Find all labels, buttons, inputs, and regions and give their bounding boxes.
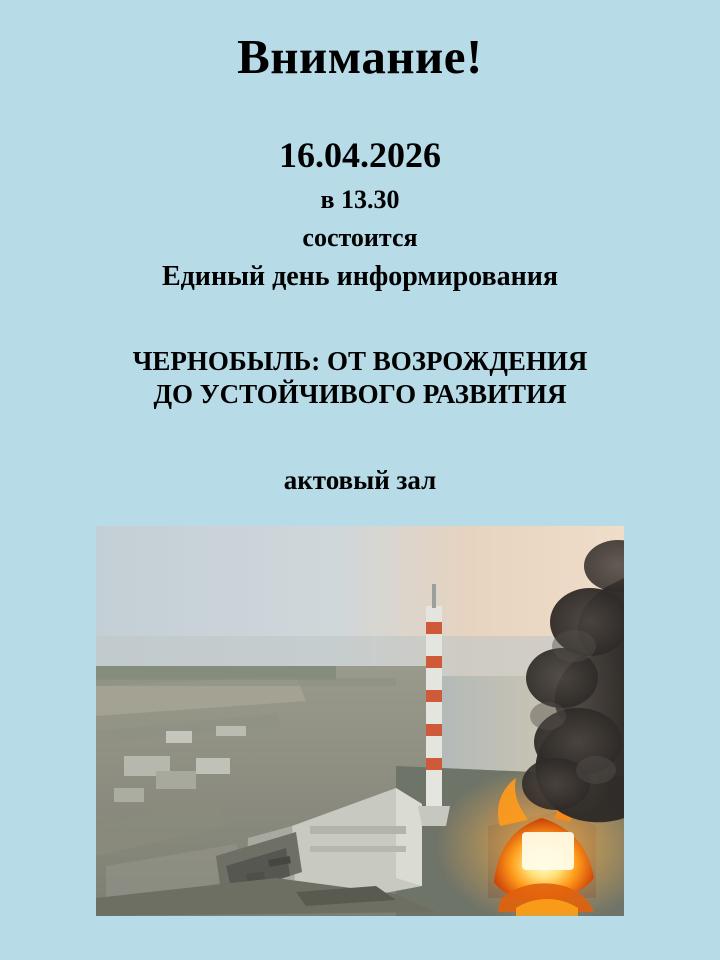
- event-will-take-place-label: состоится: [302, 223, 418, 253]
- event-topic-line-1: ЧЕРНОБЫЛЬ: ОТ ВОЗРОЖДЕНИЯ: [132, 346, 588, 377]
- event-name: Единый день информирования: [161, 261, 559, 293]
- photo-frame: [96, 526, 624, 916]
- event-time: в 13.30: [320, 185, 400, 215]
- event-date: 16.04.2026: [279, 134, 441, 175]
- page-title: Внимание!: [237, 29, 483, 84]
- event-topic: [133, 345, 588, 411]
- event-venue: актовый зал: [283, 465, 437, 496]
- chernobyl-power-plant-explosion-photo: [96, 526, 624, 916]
- event-topic-line-2: ДО УСТОЙЧИВОГО РАЗВИТИЯ: [153, 379, 567, 410]
